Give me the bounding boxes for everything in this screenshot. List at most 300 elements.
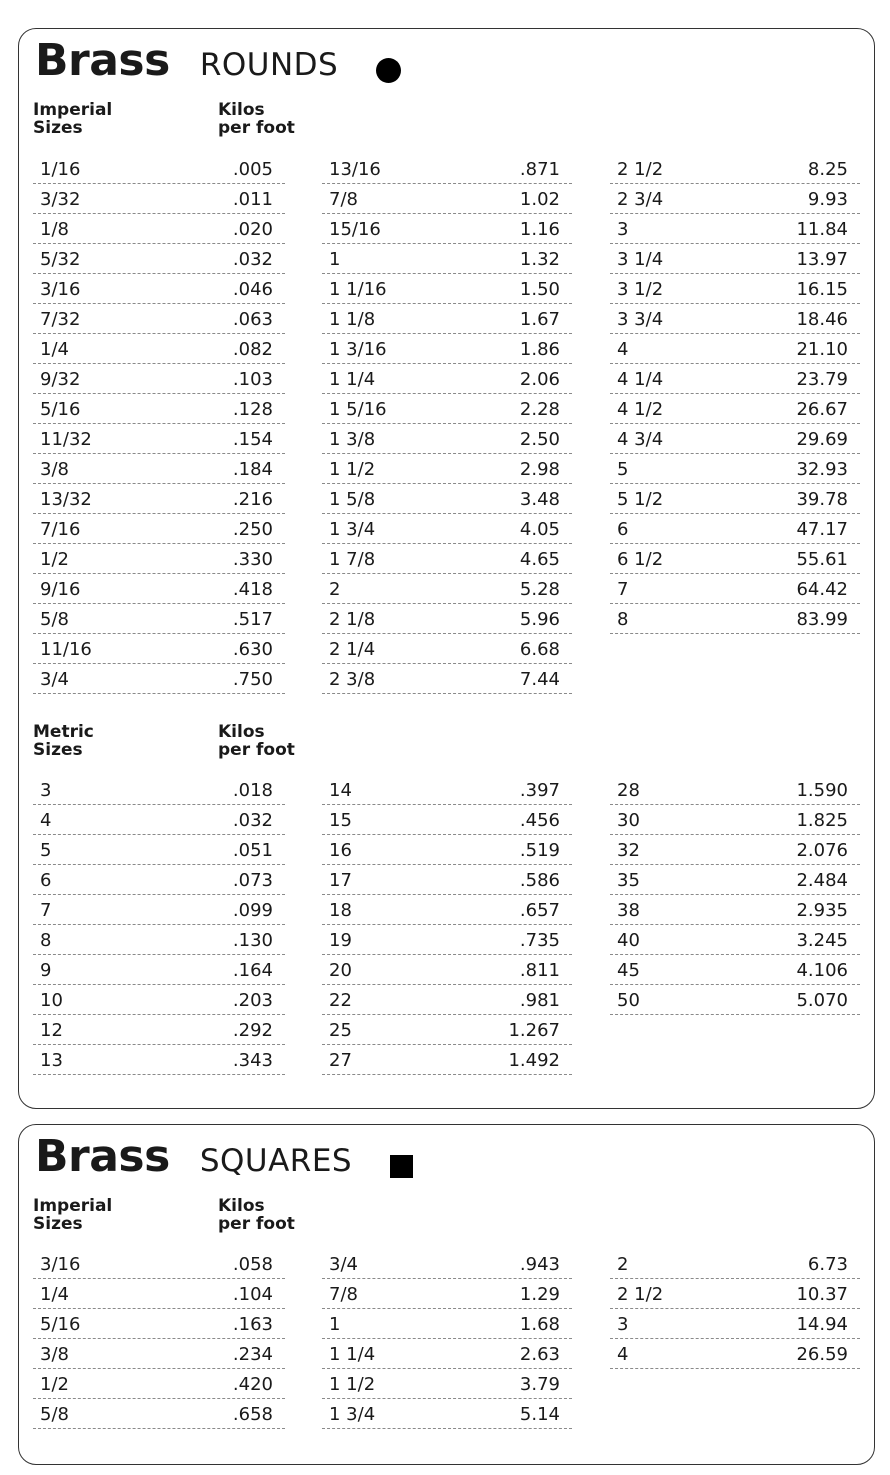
table-row [322, 634, 572, 664]
table-row [33, 514, 285, 544]
size-cell: 11/32 [40, 429, 92, 450]
kilos-per-foot-cell: .456 [519, 810, 560, 831]
size-cell: 2 1/2 [617, 1284, 664, 1305]
size-cell: 5/32 [40, 249, 81, 270]
kilos-per-foot-cell: 3.79 [519, 1374, 560, 1395]
table-row [322, 805, 572, 835]
size-cell: 1/2 [40, 549, 69, 570]
table-row [322, 664, 572, 694]
kilos-per-foot-cell: 1.68 [519, 1314, 560, 1335]
rounds-imperial-value-header: Kilos per foot [218, 100, 295, 138]
kilos-per-foot-cell: 4.05 [519, 519, 560, 540]
kilos-per-foot-cell: .871 [519, 159, 560, 180]
size-cell: 4 [617, 339, 629, 360]
size-cell: 38 [617, 900, 640, 921]
kilos-per-foot-cell: 32.93 [796, 459, 848, 480]
size-cell: 4 3/4 [617, 429, 664, 450]
size-cell: 3/32 [40, 189, 81, 210]
size-cell: 3/8 [40, 1344, 69, 1365]
size-cell: 7 [617, 579, 629, 600]
size-cell: 1 5/16 [329, 399, 387, 420]
table-row [33, 604, 285, 634]
rounds-imperial-size-header: Imperial Sizes [33, 100, 113, 138]
kilos-per-foot-cell: .032 [232, 249, 273, 270]
kilos-per-foot-cell: .018 [232, 780, 273, 801]
size-cell: 6 [40, 870, 52, 891]
size-cell: 3/8 [40, 459, 69, 480]
size-cell: 20 [329, 960, 352, 981]
table-row [322, 1249, 572, 1279]
table-row [33, 454, 285, 484]
squares-title [35, 1131, 413, 1191]
kilos-per-foot-cell: 4.65 [519, 549, 560, 570]
size-cell: 5 1/2 [617, 489, 664, 510]
kilos-per-foot-cell: .343 [232, 1050, 273, 1071]
size-cell: 40 [617, 930, 640, 951]
kilos-per-foot-cell: .330 [232, 549, 273, 570]
table-row [33, 634, 285, 664]
size-cell: 30 [617, 810, 640, 831]
table-row [33, 184, 285, 214]
kilos-per-foot-cell: 2.076 [796, 840, 848, 861]
rounds-panel [18, 28, 875, 1109]
table-row [322, 514, 572, 544]
squares-imperial-size-header: Imperial Sizes [33, 1196, 113, 1234]
table-row [33, 1045, 285, 1075]
table-row [610, 574, 860, 604]
kilos-per-foot-cell: .082 [232, 339, 273, 360]
size-cell: 2 1/4 [329, 639, 376, 660]
table-row [322, 334, 572, 364]
table-row [610, 805, 860, 835]
size-cell: 3/16 [40, 1254, 81, 1275]
kilos-per-foot-cell: .103 [232, 369, 273, 390]
kilos-per-foot-cell: .164 [232, 960, 273, 981]
table-row [610, 304, 860, 334]
table-row [322, 184, 572, 214]
table-row [322, 925, 572, 955]
table-row [33, 154, 285, 184]
size-cell: 19 [329, 930, 352, 951]
kilos-per-foot-cell: 2.63 [519, 1344, 560, 1365]
size-cell: 7 [40, 900, 52, 921]
table-row [322, 574, 572, 604]
table-row [33, 835, 285, 865]
table-row [322, 454, 572, 484]
kilos-per-foot-cell: 1.02 [519, 189, 560, 210]
kilos-per-foot-cell: .250 [232, 519, 273, 540]
size-cell: 1 3/8 [329, 429, 376, 450]
table-row [322, 1399, 572, 1429]
kilos-per-foot-cell: 21.10 [796, 339, 848, 360]
squares-title-sub: SQUARES [199, 1143, 353, 1179]
table-row [322, 835, 572, 865]
table-row [610, 544, 860, 574]
table-row [322, 154, 572, 184]
size-cell: 2 1/2 [617, 159, 664, 180]
kilos-per-foot-cell: .216 [232, 489, 273, 510]
size-cell: 3 1/4 [617, 249, 664, 270]
kilos-per-foot-cell: 64.42 [796, 579, 848, 600]
table-row [322, 1369, 572, 1399]
rounds-metric-size-header: Metric Sizes [33, 722, 94, 760]
kilos-per-foot-cell: .130 [232, 930, 273, 951]
kilos-per-foot-cell: .128 [232, 399, 273, 420]
table-row [610, 484, 860, 514]
size-cell: 1 1/4 [329, 1344, 376, 1365]
filled-circle-icon [376, 58, 401, 83]
size-cell: 17 [329, 870, 352, 891]
kilos-per-foot-cell: .154 [232, 429, 273, 450]
table-row [610, 1279, 860, 1309]
table-row [33, 895, 285, 925]
kilos-per-foot-cell: 18.46 [796, 309, 848, 330]
size-cell: 1 [329, 249, 341, 270]
table-row [610, 775, 860, 805]
table-row [322, 214, 572, 244]
kilos-per-foot-cell: .051 [232, 840, 273, 861]
table-row [610, 955, 860, 985]
size-cell: 1/2 [40, 1374, 69, 1395]
size-cell: 22 [329, 990, 352, 1011]
table-row [33, 544, 285, 574]
kilos-per-foot-cell: 2.98 [519, 459, 560, 480]
size-cell: 4 [40, 810, 52, 831]
table-row [322, 1015, 572, 1045]
table-row [322, 1045, 572, 1075]
table-row [33, 274, 285, 304]
table-row [33, 925, 285, 955]
filled-square-icon [390, 1155, 413, 1178]
kilos-per-foot-cell: 5.070 [796, 990, 848, 1011]
table-row [33, 424, 285, 454]
size-cell: 2 3/4 [617, 189, 664, 210]
size-cell: 9/16 [40, 579, 81, 600]
size-cell: 5 [617, 459, 629, 480]
size-cell: 3/4 [40, 669, 69, 690]
table-row [322, 244, 572, 274]
rounds-title-main: Brass [35, 35, 170, 86]
kilos-per-foot-cell: .630 [232, 639, 273, 660]
table-row [610, 985, 860, 1015]
size-cell: 8 [40, 930, 52, 951]
table-row [33, 214, 285, 244]
table-row [33, 985, 285, 1015]
table-row [322, 364, 572, 394]
kilos-per-foot-cell: 3.48 [519, 489, 560, 510]
size-cell: 8 [617, 609, 629, 630]
kilos-per-foot-cell: .418 [232, 579, 273, 600]
table-row [33, 244, 285, 274]
size-cell: 7/16 [40, 519, 81, 540]
kilos-per-foot-cell: .811 [519, 960, 560, 981]
size-cell: 2 3/8 [329, 669, 376, 690]
size-cell: 6 [617, 519, 629, 540]
kilos-per-foot-cell: .063 [232, 309, 273, 330]
table-row [33, 484, 285, 514]
table-row [33, 805, 285, 835]
size-cell: 7/8 [329, 1284, 358, 1305]
kilos-per-foot-cell: 55.61 [796, 549, 848, 570]
kilos-per-foot-cell: .586 [519, 870, 560, 891]
kilos-per-foot-cell: .943 [519, 1254, 560, 1275]
table-row [322, 895, 572, 925]
size-cell: 1 3/16 [329, 339, 387, 360]
table-row [322, 484, 572, 514]
size-cell: 5 [40, 840, 52, 861]
kilos-per-foot-cell: 5.96 [519, 609, 560, 630]
kilos-per-foot-cell: .058 [232, 1254, 273, 1275]
size-cell: 3 [617, 1314, 629, 1335]
table-row [33, 1369, 285, 1399]
size-cell: 18 [329, 900, 352, 921]
kilos-per-foot-cell: 23.79 [796, 369, 848, 390]
table-row [322, 1309, 572, 1339]
kilos-per-foot-cell: .234 [232, 1344, 273, 1365]
size-cell: 2 [617, 1254, 629, 1275]
kilos-per-foot-cell: 29.69 [796, 429, 848, 450]
rounds-title-sub: ROUNDS [199, 47, 339, 83]
table-row [322, 424, 572, 454]
size-cell: 5/16 [40, 1314, 81, 1335]
size-cell: 45 [617, 960, 640, 981]
table-row [322, 1279, 572, 1309]
kilos-per-foot-cell: 7.44 [519, 669, 560, 690]
kilos-per-foot-cell: 47.17 [796, 519, 848, 540]
size-cell: 1 1/16 [329, 279, 387, 300]
size-cell: 1 3/4 [329, 1404, 376, 1425]
size-cell: 7/8 [329, 189, 358, 210]
size-cell: 27 [329, 1050, 352, 1071]
table-row [33, 334, 285, 364]
size-cell: 1/4 [40, 1284, 69, 1305]
table-row [610, 895, 860, 925]
kilos-per-foot-cell: .519 [519, 840, 560, 861]
kilos-per-foot-cell: 11.84 [796, 219, 848, 240]
table-row [322, 865, 572, 895]
size-cell: 5/8 [40, 609, 69, 630]
kilos-per-foot-cell: .046 [232, 279, 273, 300]
table-row [33, 1015, 285, 1045]
kilos-per-foot-cell: 1.825 [796, 810, 848, 831]
kilos-per-foot-cell: 10.37 [796, 1284, 848, 1305]
kilos-per-foot-cell: .981 [519, 990, 560, 1011]
kilos-per-foot-cell: .397 [519, 780, 560, 801]
table-row [33, 664, 285, 694]
size-cell: 1 5/8 [329, 489, 376, 510]
table-row [322, 1339, 572, 1369]
table-row [610, 454, 860, 484]
kilos-per-foot-cell: .099 [232, 900, 273, 921]
kilos-per-foot-cell: .163 [232, 1314, 273, 1335]
size-cell: 16 [329, 840, 352, 861]
table-row [610, 1249, 860, 1279]
size-cell: 1 1/2 [329, 459, 376, 480]
size-cell: 2 [329, 579, 341, 600]
table-row [33, 1279, 285, 1309]
size-cell: 4 1/2 [617, 399, 664, 420]
size-cell: 9/32 [40, 369, 81, 390]
size-cell: 3/4 [329, 1254, 358, 1275]
squares-panel [18, 1124, 875, 1465]
kilos-per-foot-cell: .658 [232, 1404, 273, 1425]
kilos-per-foot-cell: 1.29 [519, 1284, 560, 1305]
size-cell: 3 [40, 780, 52, 801]
kilos-per-foot-cell: .292 [232, 1020, 273, 1041]
kilos-per-foot-cell: .005 [232, 159, 273, 180]
size-cell: 4 [617, 1344, 629, 1365]
table-row [33, 574, 285, 604]
table-row [610, 1339, 860, 1369]
kilos-per-foot-cell: 1.50 [519, 279, 560, 300]
size-cell: 13/32 [40, 489, 92, 510]
kilos-per-foot-cell: 1.590 [796, 780, 848, 801]
table-row [33, 1399, 285, 1429]
size-cell: 25 [329, 1020, 352, 1041]
kilos-per-foot-cell: 1.86 [519, 339, 560, 360]
kilos-per-foot-cell: 1.492 [508, 1050, 560, 1071]
size-cell: 4 1/4 [617, 369, 664, 390]
table-row [33, 1309, 285, 1339]
table-row [322, 775, 572, 805]
table-row [610, 424, 860, 454]
size-cell: 1 7/8 [329, 549, 376, 570]
size-cell: 3/16 [40, 279, 81, 300]
size-cell: 1 1/2 [329, 1374, 376, 1395]
size-cell: 10 [40, 990, 63, 1011]
size-cell: 2 1/8 [329, 609, 376, 630]
table-row [610, 364, 860, 394]
kilos-per-foot-cell: 5.14 [519, 1404, 560, 1425]
table-row [610, 1309, 860, 1339]
table-row [610, 514, 860, 544]
kilos-per-foot-cell: .657 [519, 900, 560, 921]
size-cell: 1/8 [40, 219, 69, 240]
table-row [610, 154, 860, 184]
table-row [33, 775, 285, 805]
table-row [610, 184, 860, 214]
table-row [33, 304, 285, 334]
kilos-per-foot-cell: 26.67 [796, 399, 848, 420]
size-cell: 14 [329, 780, 352, 801]
table-row [33, 955, 285, 985]
kilos-per-foot-cell: 2.50 [519, 429, 560, 450]
kilos-per-foot-cell: 16.15 [796, 279, 848, 300]
kilos-per-foot-cell: .203 [232, 990, 273, 1011]
table-row [610, 925, 860, 955]
kilos-per-foot-cell: 6.68 [519, 639, 560, 660]
kilos-per-foot-cell: 1.267 [508, 1020, 560, 1041]
table-row [610, 334, 860, 364]
size-cell: 12 [40, 1020, 63, 1041]
size-cell: 1 1/8 [329, 309, 376, 330]
size-cell: 1 3/4 [329, 519, 376, 540]
size-cell: 50 [617, 990, 640, 1011]
kilos-per-foot-cell: 14.94 [796, 1314, 848, 1335]
kilos-per-foot-cell: .750 [232, 669, 273, 690]
table-row [322, 985, 572, 1015]
kilos-per-foot-cell: .073 [232, 870, 273, 891]
table-row [322, 274, 572, 304]
squares-imperial-value-header: Kilos per foot [218, 1196, 295, 1234]
kilos-per-foot-cell: .517 [232, 609, 273, 630]
kilos-per-foot-cell: .032 [232, 810, 273, 831]
table-row [610, 394, 860, 424]
size-cell: 3 3/4 [617, 309, 664, 330]
kilos-per-foot-cell: 39.78 [796, 489, 848, 510]
kilos-per-foot-cell: .020 [232, 219, 273, 240]
size-cell: 13 [40, 1050, 63, 1071]
size-cell: 5/8 [40, 1404, 69, 1425]
kilos-per-foot-cell: 1.32 [519, 249, 560, 270]
kilos-per-foot-cell: 8.25 [807, 159, 848, 180]
table-row [610, 214, 860, 244]
kilos-per-foot-cell: 26.59 [796, 1344, 848, 1365]
kilos-per-foot-cell: 2.935 [796, 900, 848, 921]
kilos-per-foot-cell: 9.93 [807, 189, 848, 210]
table-row [610, 604, 860, 634]
table-row [610, 274, 860, 304]
kilos-per-foot-cell: 1.67 [519, 309, 560, 330]
kilos-per-foot-cell: 83.99 [796, 609, 848, 630]
kilos-per-foot-cell: 1.16 [519, 219, 560, 240]
table-row [33, 1339, 285, 1369]
rounds-title [35, 35, 401, 95]
size-cell: 1/16 [40, 159, 81, 180]
size-cell: 13/16 [329, 159, 381, 180]
kilos-per-foot-cell: .420 [232, 1374, 273, 1395]
size-cell: 35 [617, 870, 640, 891]
size-cell: 11/16 [40, 639, 92, 660]
squares-title-main: Brass [35, 1131, 170, 1182]
table-row [33, 865, 285, 895]
size-cell: 15/16 [329, 219, 381, 240]
table-row [610, 865, 860, 895]
rounds-metric-value-header: Kilos per foot [218, 722, 295, 760]
size-cell: 3 1/2 [617, 279, 664, 300]
kilos-per-foot-cell: 2.06 [519, 369, 560, 390]
table-row [322, 955, 572, 985]
size-cell: 9 [40, 960, 52, 981]
table-row [322, 304, 572, 334]
size-cell: 5/16 [40, 399, 81, 420]
kilos-per-foot-cell: 2.28 [519, 399, 560, 420]
kilos-per-foot-cell: .104 [232, 1284, 273, 1305]
table-row [33, 394, 285, 424]
kilos-per-foot-cell: 5.28 [519, 579, 560, 600]
kilos-per-foot-cell: .735 [519, 930, 560, 951]
kilos-per-foot-cell: 6.73 [807, 1254, 848, 1275]
table-row [610, 244, 860, 274]
kilos-per-foot-cell: 4.106 [796, 960, 848, 981]
table-row [322, 604, 572, 634]
kilos-per-foot-cell: 13.97 [796, 249, 848, 270]
table-row [322, 544, 572, 574]
size-cell: 3 [617, 219, 629, 240]
size-cell: 1 [329, 1314, 341, 1335]
kilos-per-foot-cell: .184 [232, 459, 273, 480]
kilos-per-foot-cell: .011 [232, 189, 273, 210]
table-row [33, 1249, 285, 1279]
size-cell: 15 [329, 810, 352, 831]
table-row [33, 364, 285, 394]
size-cell: 1/4 [40, 339, 69, 360]
table-row [322, 394, 572, 424]
size-cell: 6 1/2 [617, 549, 664, 570]
kilos-per-foot-cell: 2.484 [796, 870, 848, 891]
table-row [610, 835, 860, 865]
size-cell: 7/32 [40, 309, 81, 330]
